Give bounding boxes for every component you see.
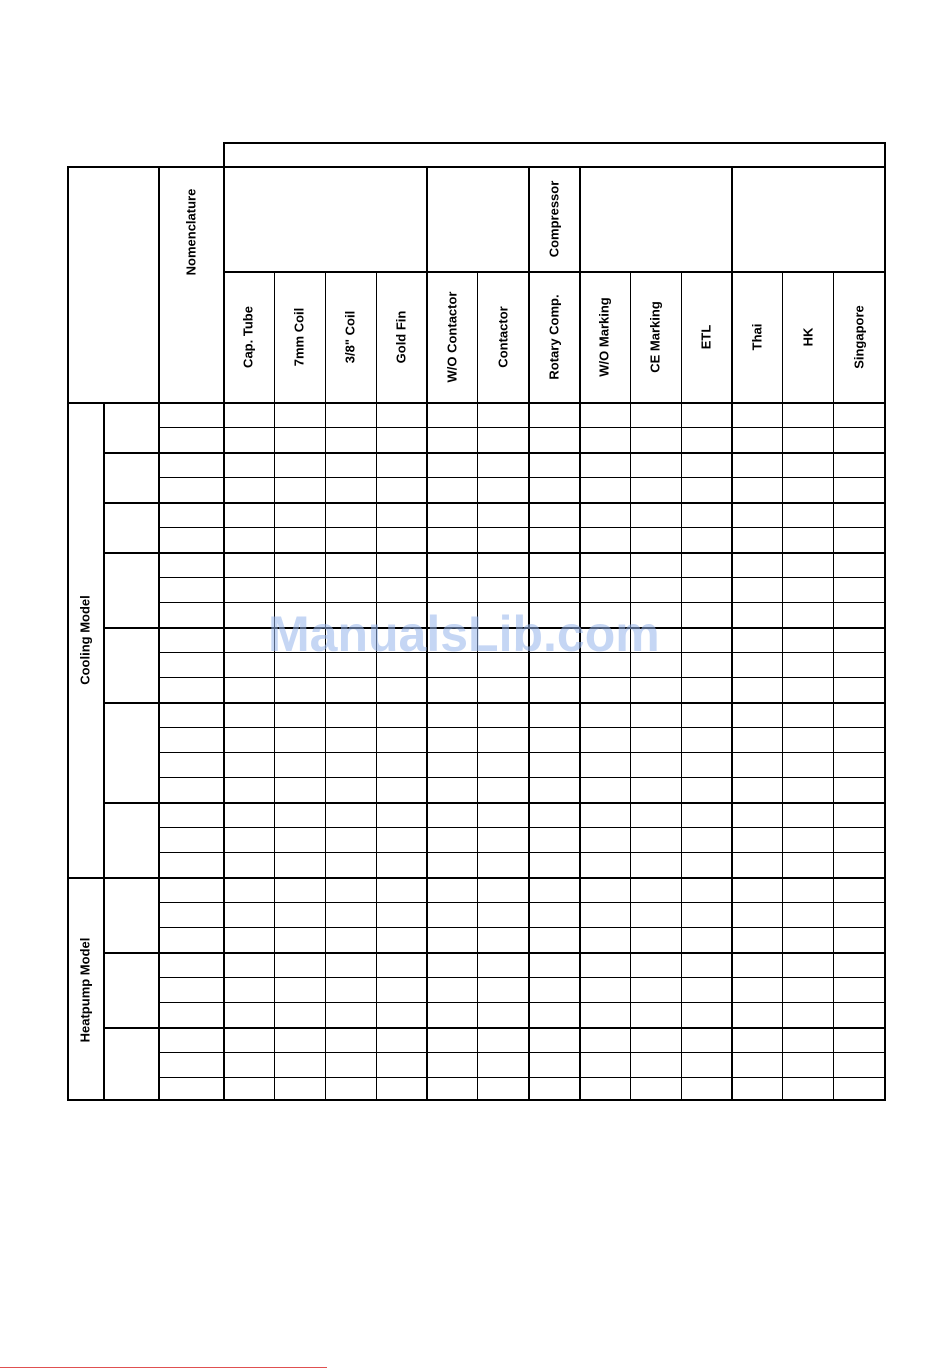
table-row [158, 627, 884, 652]
table-left-border [67, 166, 69, 1101]
model-group-label: Heatpump Model [77, 937, 93, 1042]
table-row [158, 802, 884, 827]
table-row [158, 402, 884, 427]
column-header-ce-marking: CE Marking [647, 300, 663, 373]
table-row [158, 577, 884, 602]
table-row [158, 652, 884, 677]
column-header-w-o-contactor: W/O Contactor [444, 291, 460, 382]
table-row [158, 452, 884, 477]
table-row [158, 527, 884, 552]
table-row [158, 502, 884, 527]
table-row [158, 602, 884, 627]
table-row [158, 1027, 884, 1052]
table-row [158, 1077, 884, 1102]
table-row [158, 1052, 884, 1077]
table-row [158, 827, 884, 852]
column-header-rotary-comp: Rotary Comp. [546, 293, 561, 380]
table-row [158, 852, 884, 877]
footer-divider [0, 1367, 327, 1368]
top-banner-left-border [223, 142, 225, 166]
table-right-border [884, 142, 886, 1101]
table-row [158, 752, 884, 777]
table-row [158, 927, 884, 952]
column-header-contactor: Contactor [495, 305, 511, 368]
column-header-thai: Thai [749, 323, 765, 350]
table-row [158, 702, 884, 727]
table-row [158, 427, 884, 452]
column-header-3-8-coil: 3/8" Coil [342, 310, 358, 363]
column-header-cap-tube: Cap. Tube [240, 305, 256, 368]
column-header-w-o-marking: W/O Marking [596, 296, 612, 377]
subheader-border [223, 271, 884, 273]
table-row [158, 877, 884, 902]
model-group-label: Cooling Model [77, 594, 93, 685]
table-row [158, 777, 884, 802]
header-top-border [67, 166, 886, 168]
column-header-hk: HK [800, 327, 816, 346]
table-row [158, 727, 884, 752]
subgroup-left-border [103, 402, 105, 1099]
table-row [158, 677, 884, 702]
table-row [158, 952, 884, 977]
table-row [158, 552, 884, 577]
watermark: ManualsLib.com [268, 606, 660, 662]
table-row [158, 977, 884, 1002]
column-header-etl: ETL [698, 324, 714, 349]
table-row [158, 1002, 884, 1027]
column-header-gold-fin: Gold Fin [393, 310, 409, 363]
top-banner-border [223, 142, 886, 144]
column-header-singapore: Singapore [851, 304, 867, 369]
table-row [158, 477, 884, 502]
column-group-header: Compressor [546, 180, 561, 257]
column-header-7mm-coil: 7mm Coil [291, 307, 307, 366]
nomenclature-header: Nomenclature [183, 188, 198, 276]
table-row [158, 902, 884, 927]
